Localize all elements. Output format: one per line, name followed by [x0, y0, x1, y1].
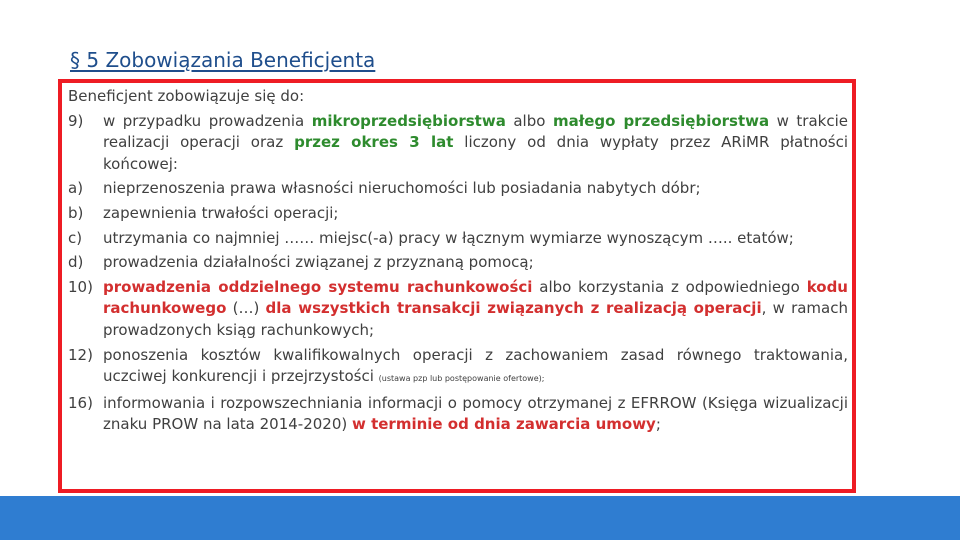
text-run: , w ramach prowadzonych ksiąg rachunkowych; — [103, 299, 848, 339]
list-item-number: 16) — [68, 393, 93, 412]
list-item — [68, 252, 848, 274]
list-item — [68, 393, 848, 436]
obligations-content — [68, 86, 848, 439]
list-item — [68, 345, 848, 390]
highlighted-phrase: kodu rachunkowego — [103, 277, 848, 318]
highlighted-phrase: przez okres 3 lat — [294, 133, 454, 152]
highlighted-phrase: w terminie od dnia zawarcia umowy — [352, 415, 656, 434]
text-run: ; — [655, 415, 661, 434]
text-run: ponoszenia kosztów kwalifikowalnych operacji z zachowaniem zasad równego traktowania, uczciwej konkurencji i przejrzystości — [103, 345, 848, 386]
text-run: zapewnienia trwałości operacji; — [103, 203, 339, 222]
text-run: w trakcie realizacji operacji oraz — [103, 111, 848, 152]
list-item — [68, 203, 848, 225]
list-item-number: a) — [68, 179, 84, 198]
text-run: informowania i rozpowszechniania informacji o pomocy otrzymanej z EFRROW (Księga wizualizacji znaku PROW na lata 2014-2020) — [103, 393, 848, 434]
list-item-number: 10) — [68, 277, 93, 296]
list-item-text — [103, 178, 848, 200]
text-run: w przypadku prowadzenia — [103, 111, 312, 130]
highlighted-phrase: prowadzenia oddzielnego systemu rachunkowości — [103, 277, 533, 296]
text-run: liczony od dnia wypłaty przez ARiMR płatności końcowej: — [103, 133, 849, 173]
bottom-accent-bar — [0, 496, 960, 540]
list-item-number: 9) — [68, 111, 84, 130]
highlighted-phrase: dla wszystkich transakcji związanych z realizacją operacji — [265, 299, 762, 318]
list-item-text — [103, 345, 848, 390]
text-run: (…) — [226, 299, 266, 318]
list-item — [68, 228, 848, 250]
legal-note: (ustawa pzp lub postępowanie ofertowe); — [378, 374, 545, 384]
obligations-list — [68, 111, 848, 436]
text-run: nieprzenoszenia prawa własności nieruchomości lub posiadania nabytych dóbr; — [103, 179, 701, 198]
list-item — [68, 111, 848, 176]
list-item-number: c) — [68, 228, 83, 247]
list-item-text — [103, 277, 848, 342]
text-run: prowadzenia działalności związanej z przyznaną pomocą; — [103, 253, 534, 272]
list-item-number: b) — [68, 203, 84, 222]
list-item-text — [103, 228, 848, 250]
list-item — [68, 178, 848, 200]
highlighted-phrase: mikroprzedsiębiorstwa — [311, 111, 506, 130]
list-item-text — [103, 393, 848, 436]
highlighted-phrase: małego przedsiębiorstwa — [552, 111, 770, 130]
text-run: albo — [505, 111, 553, 130]
list-item-text — [103, 111, 848, 176]
list-item-text — [103, 252, 848, 274]
text-run: albo korzystania z odpowiedniego — [532, 277, 807, 296]
list-item-text — [103, 203, 848, 225]
intro-text: Beneficjent zobowiązuje się do: — [68, 87, 305, 105]
list-item-number: 12) — [68, 345, 93, 364]
list-item — [68, 277, 848, 342]
slide-title: § 5 Zobowiązania Beneficjenta — [70, 48, 376, 72]
text-run: utrzymania co najmniej …… miejsc(-a) pracy w łącznym wymiarze wynoszącym ….. etatów; — [103, 228, 794, 247]
list-item-number: d) — [68, 253, 84, 272]
